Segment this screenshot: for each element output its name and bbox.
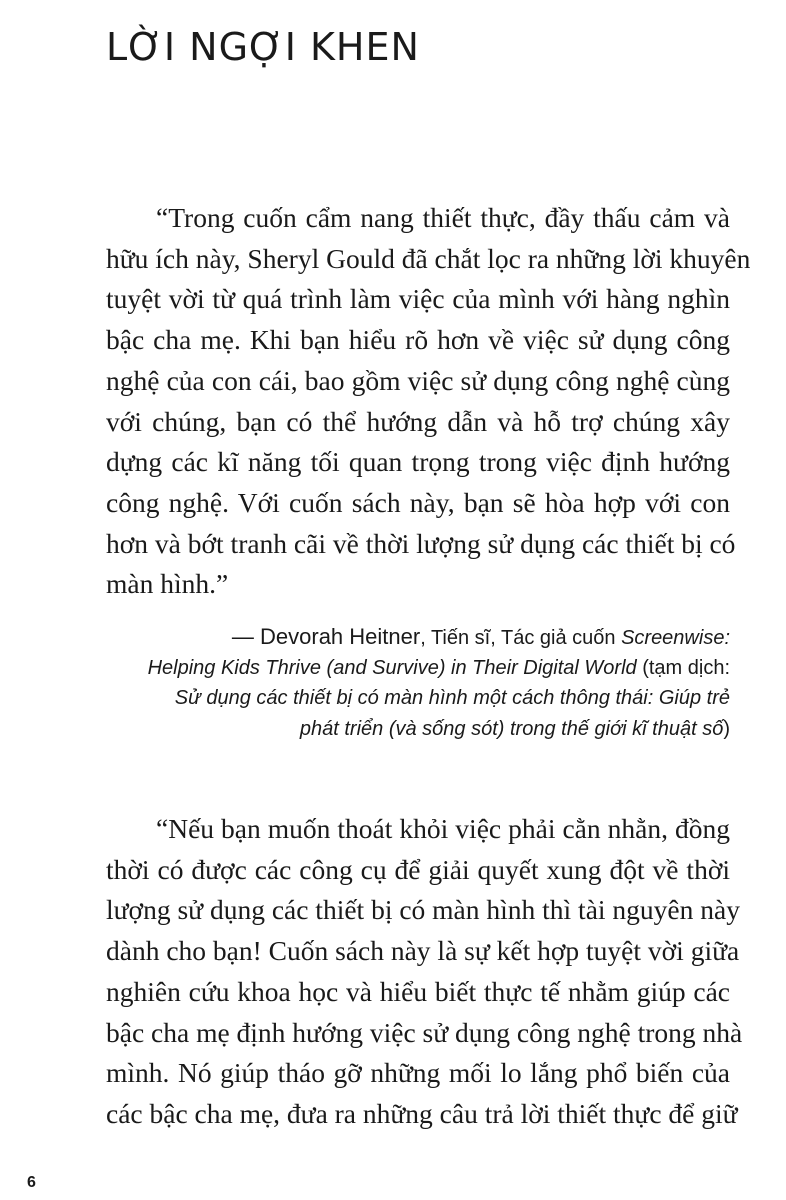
quote-line: hơn và bớt tranh cãi về thời lượng sử dụng các thiết bị có xyxy=(106,527,736,559)
quote-line: hữu ích này, Sheryl Gould đã chắt lọc ra những lời khuyên xyxy=(106,242,751,274)
translation-suffix: ) xyxy=(723,717,730,740)
quote-line: thời có được các công cụ để giải quyết xung đột về thời xyxy=(106,853,730,885)
attribution-line xyxy=(106,683,730,713)
author-role: , Tiến sĩ, Tác giả cuốn xyxy=(420,627,622,649)
quote-line: với chúng, bạn có thể hướng dẫn và hỗ trợ chúng xây xyxy=(106,405,730,437)
quote-line: công nghệ. Với cuốn sách này, bạn sẽ hòa hợp với con xyxy=(106,486,730,518)
quote-line: nghệ của con cái, bao gồm việc sử dụng công nghệ cùng xyxy=(106,364,730,396)
translation-prefix: (tạm dịch: xyxy=(636,657,730,680)
attribution-line xyxy=(106,622,730,653)
attribution-line xyxy=(106,653,730,683)
quote-line: các bậc cha mẹ, đưa ra những câu trả lời thiết thực để giữ xyxy=(106,1097,738,1129)
praise-quote-second xyxy=(106,809,743,1135)
author-name: Devorah Heitner xyxy=(260,624,421,649)
quote-line: dựng các kĩ năng tối quan trọng trong việc định hướng xyxy=(106,446,730,478)
page-number: 6 xyxy=(27,1174,36,1191)
quote-line: nghiên cứu khoa học và hiểu biết thực tế nhằm giúp các xyxy=(106,975,730,1007)
quote-line: màn hình.” xyxy=(106,568,229,600)
book-title-part1: Screenwise: xyxy=(621,627,730,649)
quote-line: bậc cha mẹ. Khi bạn hiểu rõ hơn về việc sử dụng công xyxy=(106,324,730,356)
quote-line: “Trong cuốn cẩm nang thiết thực, đầy thấu cảm và xyxy=(156,202,730,233)
translation-line1: Sử dụng các thiết bị có màn hình một cách thông thái: Giúp trẻ xyxy=(174,687,730,710)
attribution-dash: — xyxy=(231,624,261,649)
quote-attribution xyxy=(106,622,730,744)
book-title-part2: Helping Kids Thrive (and Survive) in Their Digital World xyxy=(147,657,637,680)
quote-line: tuyệt vời từ quá trình làm việc của mình với hàng nghìn xyxy=(106,283,730,315)
translation-line2: phát triển (và sống sót) trong thế giới kĩ thuật số xyxy=(299,717,724,740)
page-heading: LỜI NGỢI KHEN xyxy=(106,25,420,69)
quote-line: lượng sử dụng các thiết bị có màn hình thì tài nguyên này xyxy=(106,894,740,926)
praise-quote-heitner xyxy=(106,198,751,605)
quote-line: mình. Nó giúp tháo gỡ những mối lo lắng phổ biến của xyxy=(106,1057,730,1089)
quote-line: “Nếu bạn muốn thoát khỏi việc phải cằn nhằn, đồng xyxy=(156,813,730,844)
attribution-line xyxy=(106,714,730,744)
quote-line: dành cho bạn! Cuốn sách này là sự kết hợp tuyệt vời giữa xyxy=(106,935,740,967)
quote-line: bậc cha mẹ định hướng việc sử dụng công nghệ trong nhà xyxy=(106,1016,743,1048)
